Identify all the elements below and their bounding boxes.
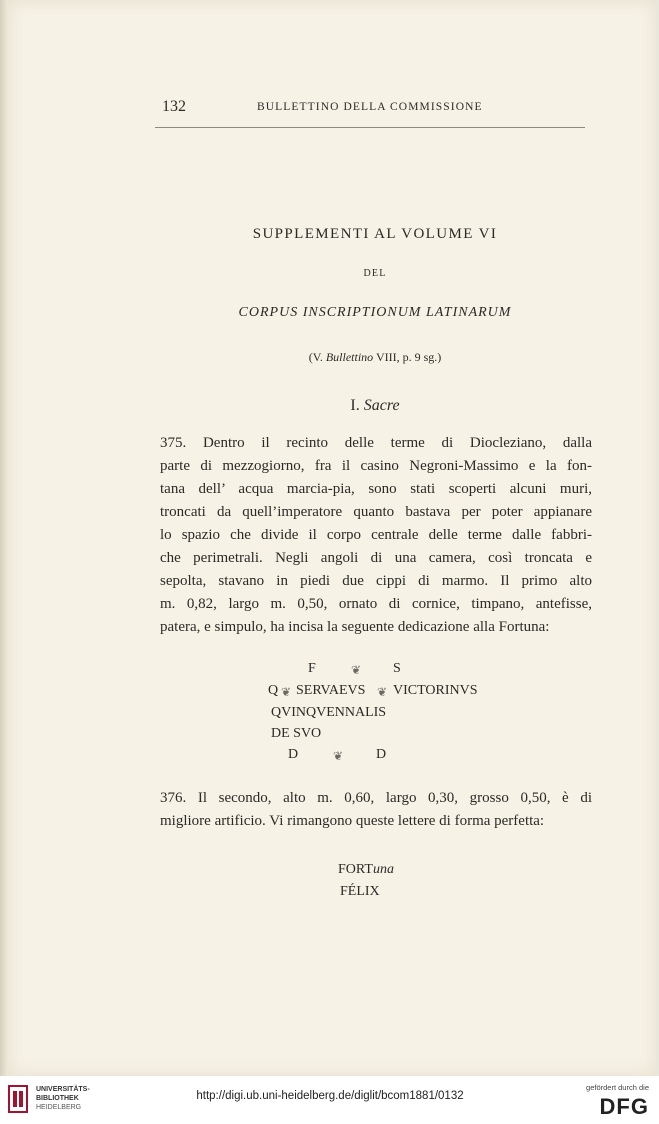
library-line: UNIVERSITÄTS- bbox=[36, 1086, 90, 1093]
text-line: che perimetrali. Negli angoli di una camera, così troncata e bbox=[160, 550, 592, 566]
dfg-logo: DFG bbox=[599, 1094, 649, 1119]
ref-suffix: VIII, p. 9 sg.) bbox=[375, 350, 442, 364]
hedera-leaf-icon: ❦ bbox=[351, 663, 362, 677]
text-line: sepolta, stavano in piedi due cippi di marmo. Il primo alto bbox=[160, 573, 592, 589]
inscription-letter: S bbox=[393, 661, 401, 676]
inscription-letter: Q bbox=[268, 683, 279, 698]
header-rule bbox=[155, 127, 585, 128]
text-line: migliore artificio. Vi rimangono queste lettere di forma perfetta: bbox=[160, 813, 545, 829]
university-library-logo-icon bbox=[8, 1084, 28, 1114]
reference-note bbox=[155, 350, 595, 365]
section-number: I. bbox=[350, 397, 360, 414]
dfg-funding-note: gefördert durch die bbox=[586, 1083, 649, 1092]
inscription-word: DE SVO bbox=[271, 726, 322, 741]
inscription-line bbox=[338, 862, 394, 878]
library-line: HEIDELBERG bbox=[36, 1104, 82, 1111]
text-line: patera, e simpulo, ha incisa la seguente dedicazione alla Fortuna: bbox=[160, 619, 550, 635]
ref-prefix: (V. bbox=[308, 350, 323, 364]
subsection-heading bbox=[155, 397, 595, 415]
running-title: BULLETTINO DELLA COMMISSIONE bbox=[257, 101, 483, 113]
permalink-url[interactable]: http://digi.ub.uni-heidelberg.de/diglit/bcom1881/0132 bbox=[196, 1090, 464, 1102]
section-title: SUPPLEMENTI AL VOLUME VI bbox=[252, 226, 498, 242]
inscription-word: VICTORINVS bbox=[393, 683, 478, 698]
hedera-leaf-icon: ❦ bbox=[281, 685, 292, 699]
text-line: 376. Il secondo, alto m. 0,60, largo 0,30, grosso 0,50, è di bbox=[160, 790, 592, 806]
inscription-word: SERVAEVS bbox=[296, 683, 366, 698]
inscription-letter: D bbox=[288, 747, 299, 762]
library-name bbox=[36, 1085, 90, 1112]
ref-italic: Bullettino bbox=[325, 350, 374, 364]
inscription-caps: FORT bbox=[338, 862, 373, 877]
text-line: tana dell’ acqua marcia-pia, sono stati scoperti alcuni muri, bbox=[160, 481, 592, 497]
hedera-leaf-icon: ❦ bbox=[333, 749, 344, 763]
library-line: BIBLIOTHEK bbox=[36, 1095, 79, 1102]
hedera-leaf-icon: ❦ bbox=[377, 685, 388, 699]
text-line: troncati da quell’imperatore quanto bastava per poter appianare bbox=[160, 504, 592, 520]
corpus-title: CORPUS INSCRIPTIONUM LATINARUM bbox=[238, 305, 512, 320]
inscription-letter: D bbox=[376, 747, 387, 762]
text-line: parte di mezzogiorno, fra il casino Negroni-Massimo e la fon- bbox=[160, 458, 592, 474]
inscription-letter: F bbox=[308, 661, 316, 676]
title-del: DEL bbox=[363, 268, 387, 279]
text-line: lo spazio che divide il corpo centrale delle terme dalle fabbri- bbox=[160, 527, 592, 543]
inscription-word: QVINQVENNALIS bbox=[271, 705, 387, 720]
page-number: 132 bbox=[162, 98, 186, 115]
page-edge bbox=[0, 0, 8, 1076]
footer-bar bbox=[0, 1076, 659, 1124]
inscription-line: FÉLIX bbox=[340, 884, 380, 899]
text-line: 375. Dentro il recinto delle terme di Diocleziano, dalla bbox=[160, 435, 592, 451]
paragraph-375 bbox=[160, 432, 592, 639]
running-header bbox=[157, 98, 587, 126]
inscription-italic: una bbox=[372, 862, 394, 877]
text-line: m. 0,82, largo m. 0,50, ornato di cornice, timpano, antefisse, bbox=[160, 596, 592, 612]
section-name: Sacre bbox=[363, 397, 400, 414]
paragraph-376 bbox=[160, 787, 592, 833]
